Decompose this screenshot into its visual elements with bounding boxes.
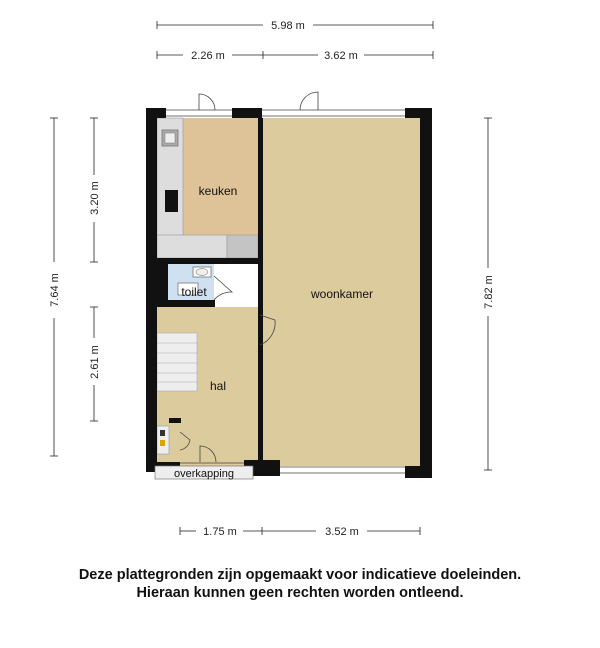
dim-top-total: 5.98 m <box>271 20 305 32</box>
dim-top-left: 2.26 m <box>191 50 225 62</box>
sink-basin <box>165 133 175 143</box>
dim-left-lower: 2.61 m <box>89 345 101 379</box>
meter-icon <box>160 430 165 436</box>
dim-left-upper: 3.20 m <box>89 181 101 215</box>
dim-bottom-right: 3.52 m <box>325 526 359 538</box>
room-label-woonkamer: woonkamer <box>310 287 374 301</box>
stove-icon <box>165 190 178 212</box>
dim-right-total: 7.82 m <box>483 275 495 309</box>
dim-left-total: 7.64 m <box>49 273 61 307</box>
disclaimer-line-1: Deze plattegronden zijn opgemaakt voor indicatieve doeleinden. <box>78 567 522 583</box>
meter-icon-2 <box>160 440 165 446</box>
dim-bottom-left: 1.75 m <box>203 526 237 538</box>
room-label-keuken: keuken <box>198 184 238 198</box>
staircase <box>157 333 197 391</box>
room-label-toilet: toilet <box>181 285 207 299</box>
room-label-overkapping: overkapping <box>174 468 234 480</box>
dim-top-right: 3.62 m <box>324 50 358 62</box>
room-label-hal: hal <box>209 379 227 393</box>
kitchen-appliance <box>227 235 258 258</box>
disclaimer-line-2: Hieraan kunnen geen rechten worden ontleend. <box>136 585 464 601</box>
kitchen-counter-bottom <box>157 235 227 258</box>
